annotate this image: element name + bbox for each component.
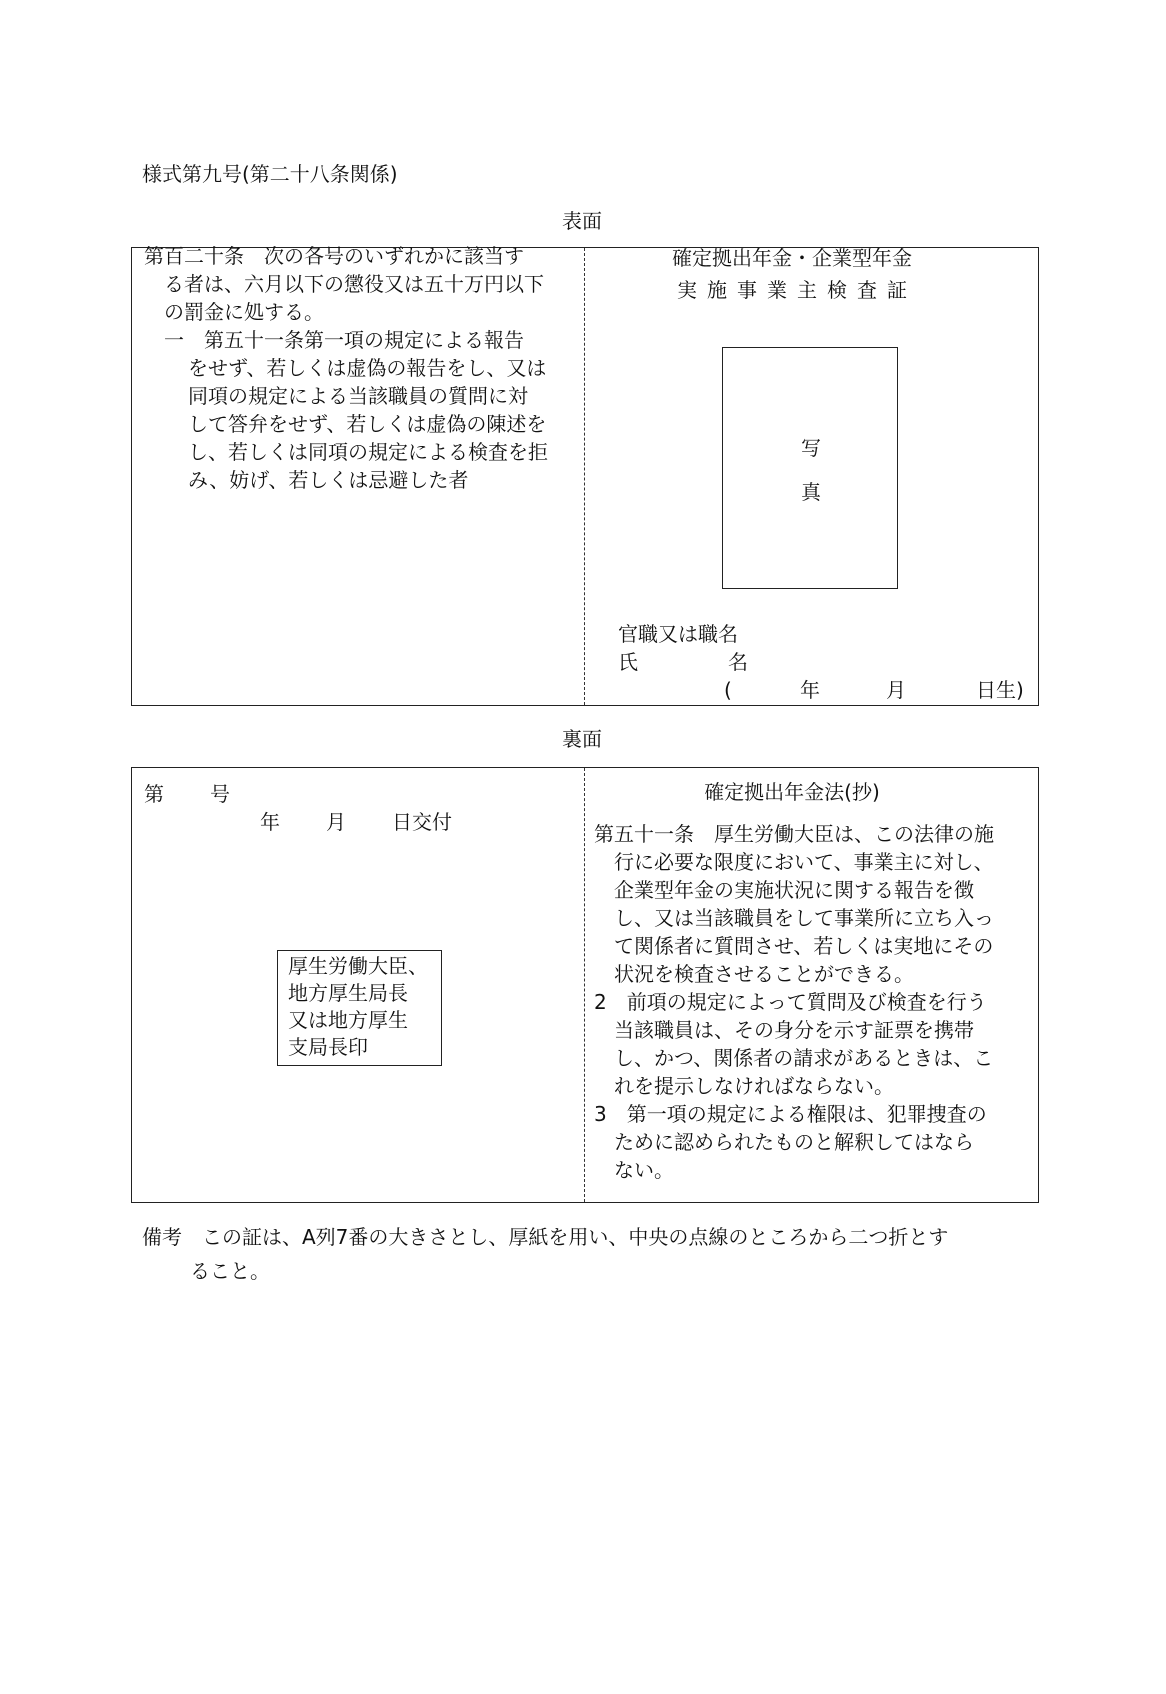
photo-box bbox=[722, 347, 898, 589]
remarks-note-continued: ること。 bbox=[190, 1259, 270, 1283]
law-line: 当該職員は、その身分を示す証票を携帯 bbox=[614, 1018, 974, 1042]
law-line: し、かつ、関係者の請求があるときは、こ bbox=[614, 1046, 994, 1070]
law-title: 確定拠出年金法(抄) bbox=[704, 780, 880, 804]
seal-line: 厚生労働大臣、 bbox=[288, 954, 428, 978]
name-label: 名 bbox=[728, 650, 748, 674]
penalty-line: み、妨げ、若しくは忌避した者 bbox=[188, 468, 469, 492]
penalty-item: 一 第五十一条第一項の規定による報告 bbox=[164, 328, 524, 352]
law-line: 2 前項の規定によって質問及び検査を行う bbox=[594, 990, 987, 1014]
back-card bbox=[131, 767, 1039, 1203]
name-label: 氏 bbox=[618, 650, 638, 674]
photo-label: 写 bbox=[801, 436, 821, 460]
law-line: 行に必要な限度において、事業主に対し、 bbox=[614, 850, 994, 874]
birth-day: 日生) bbox=[976, 678, 1024, 702]
card-subtitle: 実施事業主検査証 bbox=[677, 278, 917, 302]
issue-day: 日交付 bbox=[392, 810, 452, 834]
penalty-line: 同項の規定による当該職員の質問に対 bbox=[188, 384, 528, 408]
law-line: 企業型年金の実施状況に関する報告を徴 bbox=[614, 878, 974, 902]
law-line: ために認められたものと解釈してはなら bbox=[614, 1130, 974, 1154]
seal-line: 地方厚生局長 bbox=[288, 981, 408, 1005]
birth-open: ( bbox=[724, 678, 732, 702]
seal-box bbox=[277, 950, 442, 1066]
law-line: ない。 bbox=[614, 1158, 674, 1182]
law-line: て関係者に質問させ、若しくは実地にその bbox=[614, 934, 994, 958]
law-line: れを提示しなければならない。 bbox=[614, 1074, 894, 1098]
number-prefix: 第 bbox=[144, 782, 164, 806]
penalty-line: して答弁をせず、若しくは虚偽の陳述を bbox=[188, 412, 547, 436]
penalty-line: る者は、六月以下の懲役又は五十万円以下 bbox=[164, 272, 544, 296]
law-line: 状況を検査させることができる。 bbox=[614, 962, 914, 986]
back-side-label: 裏面 bbox=[562, 727, 602, 751]
penalty-line: の罰金に処する。 bbox=[164, 300, 324, 324]
photo-label: 真 bbox=[801, 480, 821, 504]
seal-line: 又は地方厚生 bbox=[288, 1008, 408, 1032]
penalty-line: し、若しくは同項の規定による検査を拒 bbox=[188, 440, 548, 464]
penalty-line: をせず、若しくは虚偽の報告をし、又は bbox=[188, 356, 547, 380]
front-side-label: 表面 bbox=[562, 209, 602, 233]
position-label: 官職又は職名 bbox=[618, 622, 738, 646]
seal-line: 支局長印 bbox=[288, 1035, 368, 1059]
card-title: 確定拠出年金・企業型年金 bbox=[672, 246, 912, 270]
fold-line bbox=[584, 768, 585, 1202]
law-line: 第五十一条 厚生労働大臣は、この法律の施 bbox=[594, 822, 994, 846]
birth-year: 年 bbox=[800, 678, 820, 702]
fold-line bbox=[584, 248, 585, 705]
penalty-line: 第百二十条 次の各号のいずれかに該当す bbox=[144, 244, 524, 268]
issue-year: 年 bbox=[260, 810, 280, 834]
issue-month: 月 bbox=[326, 810, 346, 834]
form-title: 様式第九号(第二十八条関係) bbox=[142, 162, 398, 186]
birth-month: 月 bbox=[886, 678, 906, 702]
remarks-note: 備考 この証は、A列7番の大きさとし、厚紙を用い、中央の点線のところから二つ折とす bbox=[142, 1225, 949, 1249]
number-suffix: 号 bbox=[210, 782, 230, 806]
law-line: 3 第一項の規定による権限は、犯罪捜査の bbox=[594, 1102, 987, 1126]
law-line: し、又は当該職員をして事業所に立ち入っ bbox=[614, 906, 994, 930]
front-card bbox=[131, 244, 1039, 706]
